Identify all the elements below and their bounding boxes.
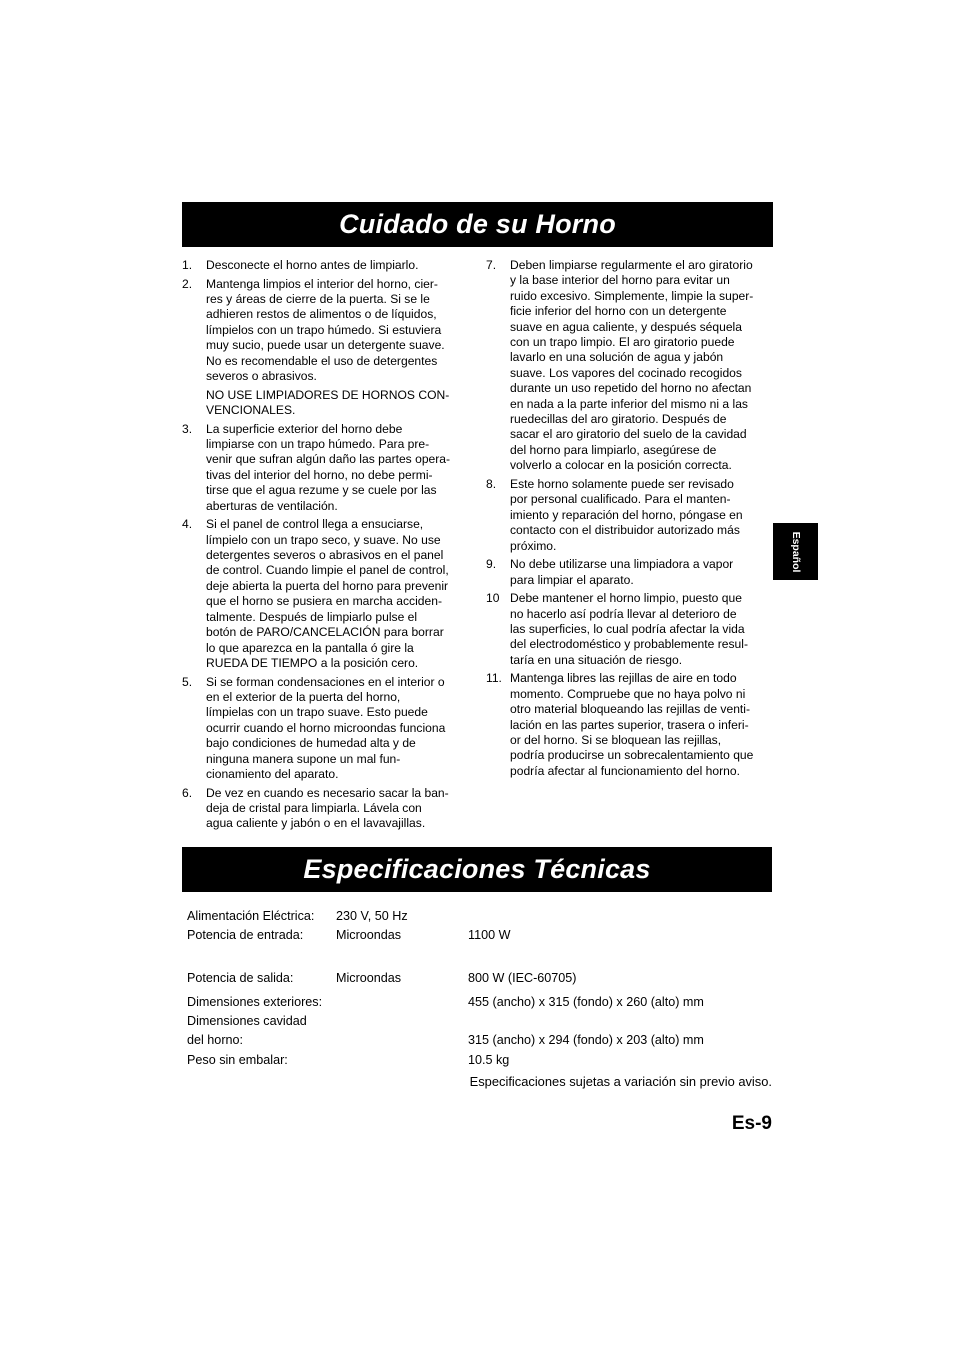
- section-title-banner: [182, 202, 773, 247]
- right-column: [486, 258, 776, 782]
- spec-label: del horno:: [187, 1033, 244, 1047]
- spec-label: Potencia de salida:: [187, 971, 294, 985]
- section-title-banner: [182, 847, 772, 892]
- list-item: [182, 258, 470, 273]
- spec-value: 1100 W: [468, 928, 511, 942]
- left-column: [182, 258, 470, 835]
- language-tab-label: Español: [789, 531, 802, 572]
- section-title: Cuidado de su Horno: [339, 209, 616, 239]
- item-number: 11.: [486, 671, 502, 686]
- item-number: 3.: [182, 421, 193, 436]
- list-item: [182, 277, 470, 385]
- item-number: 9.: [486, 557, 497, 572]
- spec-label: Peso sin embalar:: [187, 1053, 288, 1067]
- spec-footnote: Especificaciones sujetas a variación sin previo aviso.: [469, 1074, 772, 1089]
- page-number: Es-9: [731, 1113, 772, 1134]
- list-item: [486, 671, 776, 779]
- item-text: Este horno solamente puede ser revisado por personal cualificado. Para el manten- imiento y reparación del horno, póngase en contacto con el distribuidor autorizado más próximo.: [510, 476, 743, 553]
- item-text: No debe utilizarse una limpiadora a vapor para limpiar el aparato.: [510, 557, 734, 587]
- spec-mode: Microondas: [336, 928, 402, 942]
- item-text: La superficie exterior del horno debe limpiarse con un trapo húmedo. Para pre- venir que sufran algún daño las partes opera- tivas del interior del horno, no debe permi- tirse que el agua rezume y se cuele por las aberturas de ventilación.: [206, 421, 451, 513]
- item-text: Debe mantener el horno limpio, puesto que no hacerlo así podría llevar al deterioro de las superficies, lo cual podría afectar la vida del electrodoméstico y probablemente resul- taría en una situación de riesgo.: [510, 591, 748, 667]
- item-number: 5.: [182, 674, 193, 689]
- item-number: 6.: [182, 785, 193, 800]
- spec-value: 315 (ancho) x 294 (fondo) x 203 (alto) mm: [468, 1033, 704, 1047]
- item-text: Desconecte el horno antes de limpiarlo.: [206, 258, 419, 272]
- list-item: [182, 517, 470, 671]
- spec-label: Dimensiones exteriores:: [187, 995, 323, 1009]
- list-item: [486, 258, 776, 474]
- item-number: 1.: [182, 258, 193, 272]
- item-number: 10: [486, 591, 500, 606]
- spec-mode: 230 V, 50 Hz: [336, 909, 408, 923]
- list-item: [486, 477, 776, 554]
- item-number: 4.: [182, 517, 193, 532]
- item-text: Mantenga limpios el interior del horno, cier- res y áreas de cierre de la puerta. Si se le adhieren restos de alimentos o de líquidos, límpielos con un trapo húmedo. Si estuviera muy sucio, puede usar un detergente suave. No es recomendable el uso de detergentes severos o abrasivos.: [206, 276, 445, 384]
- spec-value: 455 (ancho) x 315 (fondo) x 260 (alto) mm: [468, 995, 704, 1009]
- language-tab: [773, 523, 818, 580]
- section-title: Especificaciones Técnicas: [303, 854, 651, 884]
- warning-note: NO USE LIMPIADORES DE HORNOS CON- VENCIONALES.: [206, 387, 450, 418]
- spec-mode: Microondas: [336, 971, 402, 985]
- item-text: Deben limpiarse regularmente el aro giratorio y la base interior del horno para evitar un ruido excesivo. Simplemente, limpie la super- ficie inferior del horno con un detergente suave en agua caliente, y después séquela con un trapo limpio. El aro giratorio puede lavarlo en una solución de agua y jabón suave. Los vapores del cocinado recogidos durante un uso repetido del horno no afectan en nada a la parte inferior del mismo ni a las ruedecillas del aro giratorio. Después de sacar el aro giratorio del suelo de la cavidad del horno para limpiarlo, asegúrese de volverlo a colocar en la posición correcta.: [510, 258, 754, 473]
- spec-value: 10.5 kg: [468, 1053, 510, 1067]
- list-item: [486, 591, 776, 668]
- spec-label: Dimensiones cavidad: [187, 1014, 307, 1028]
- item-number: 7.: [486, 258, 497, 272]
- item-text: Si el panel de control llega a ensuciarse, límpielo con un trapo seco, y suave. No use detergentes severos o abrasivos en el panel de control. Cuando limpie el panel de control, deje abierta la puerta del horno para prevenir que el horno se pusiera en marcha acciden- talmente. Después de limpiarlo pulse el botón de PARO/CANCELACIÓN para borrar lo que aparezca en la pantalla ó gire la RUEDA DE TIEMPO a la posición cero.: [206, 517, 449, 670]
- spec-label: Potencia de entrada:: [187, 928, 304, 942]
- list-item: [486, 557, 776, 588]
- list-item: [182, 675, 470, 783]
- spec-label: Alimentación Eléctrica:: [187, 909, 315, 923]
- item-text: Mantenga libres las rejillas de aire en todo momento. Compruebe que no haya polvo ni otro material bloqueando las rejillas de venti- lación en las partes superior, trasera o inferi- or del horno. Si se bloquean las rejillas, podría producirse un sobrecalentamiento que podría afectar al funcionamiento del horno.: [510, 671, 754, 778]
- spec-value: 800 W (IEC-60705): [468, 971, 577, 985]
- item-text: De vez en cuando es necesario sacar la ban- deja de cristal para limpiarla. Lávela con agua caliente y jabón o en el lavavajillas.: [206, 785, 449, 831]
- item-number: 2.: [182, 276, 193, 291]
- list-item: [182, 786, 470, 832]
- item-text: Si se forman condensaciones en el interior o en el exterior de la puerta del horno, límpielas con un trapo suave. Esto puede ocurrir cuando el horno microondas funciona bajo condiciones de humedad alta y de ninguna manera supone un mal fun- cionamiento del aparato.: [206, 674, 446, 781]
- list-item: [182, 422, 470, 514]
- item-number: 8.: [486, 476, 497, 491]
